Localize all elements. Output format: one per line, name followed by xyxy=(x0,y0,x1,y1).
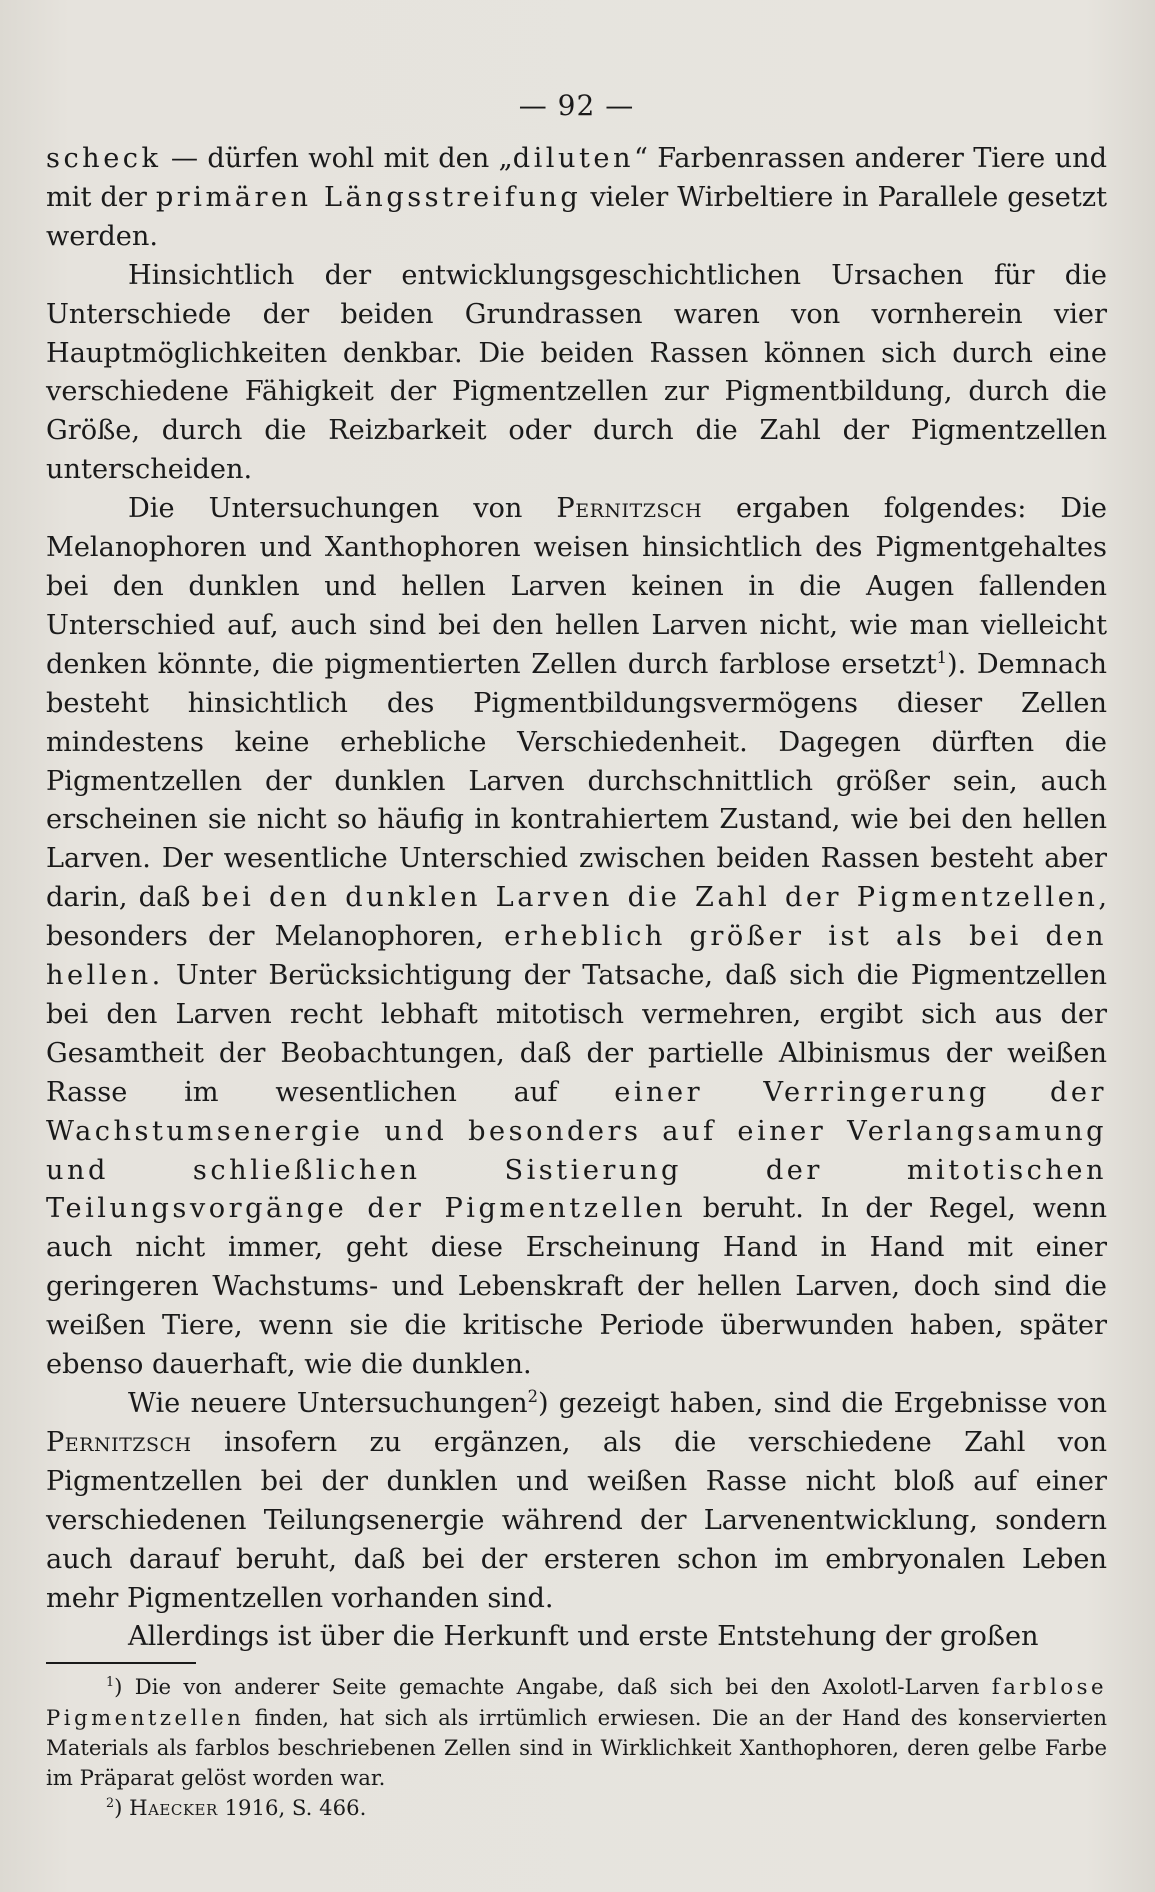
paragraph-4: Wie neuere Untersuchungen$^2$) gezeigt haben, sind die Ergebnisse von Pernitzsch insofern zu ergänzen, als die verschiedene Zahl von Pigmentzellen bei der dunklen und weißen Rasse nicht bloß auf einer verschiedenen Teilungsenergie während der Larvenentwicklung, sondern auch darauf beruht, daß bei der ersteren schon im embryonalen Leben mehr Pigmentzellen vorhanden sind. xyxy=(46,1386,1107,1614)
author-name: Haecker xyxy=(129,1795,218,1821)
footnote-ref-2[interactable]: 2 xyxy=(527,1386,538,1406)
footnote-ref-1[interactable]: 1 xyxy=(936,647,948,667)
paragraph-1: scheck — dürfen wohl mit den „diluten“ Farbenrassen anderer Tiere und mit der primären Längsstreifung vieler Wirbeltiere in Parallele gesetzt werden. xyxy=(46,143,1107,252)
footnote-2: $^2$) Haecker 1916, S. 466. xyxy=(106,1795,367,1821)
footnote-marker: 1 xyxy=(106,1674,115,1690)
main-text xyxy=(46,140,1107,1657)
footnote-1: $^1$) Die von anderer Seite gemachte Angabe, daß sich bei den Axolotl-Larven farblose Pigmentzellen finden, hat sich als irrtümlich erwiesen. Die an der Hand des konservierten Materials als farblos beschriebenen Zellen sind in Wirklichkeit Xanthophoren, deren gelbe Farbe im Präparat gelöst worden war. xyxy=(46,1674,1107,1790)
paragraph-3: Die Untersuchungen von Pernitzsch ergaben folgendes: Die Melanophoren und Xanthophoren weisen hinsichtlich des Pigmentgehaltes bei den dunklen und hellen Larven keinen in die Augen fallenden Unterschied auf, auch sind bei den hellen Larven nicht, wie man vielleicht denken könnte, die pigmentierten Zellen durch farblose ersetzt$^1$). Demnach besteht hinsichtlich des Pigmentbildungsvermögens dieser Zellen mindestens keine erhebliche Verschiedenheit. Dagegen dürften die Pigmentzellen der dunklen Larven durchschnittlich größer sein, auch erscheinen sie nicht so häufig in kontrahiertem Zustand, wie bei den hellen Larven. Der wesentliche Unterschied zwischen beiden Rassen besteht aber darin, daß bei den dunklen Larven die Zahl der Pigmentzellen, besonders der Melanophoren, erheblich größer ist als bei den hellen. Unter Berücksichtigung der Tatsache, daß sich die Pigmentzellen bei den Larven recht lebhaft mitotisch vermehren, ergibt sich aus der Gesamtheit der Beobachtungen, daß der partielle Albinismus der weißen Rasse im wesentlichen auf einer Verringerung der Wachstumsenergie und besonders auf einer Verlangsamung und schließlichen Sistierung der mitotischen Teilungsvorgänge der Pigmentzellen beruht. In der Regel, wenn auch nicht immer, geht diese Erscheinung Hand in Hand mit einer geringeren Wachstums- und Lebenskraft der hellen Larven, doch sind die weißen Tiere, wenn sie die kritische Periode überwunden haben, später ebenso dauerhaft, wie die dunklen. xyxy=(46,493,1107,1381)
footnote-marker: 2 xyxy=(106,1795,115,1811)
author-name: Pernitzsch xyxy=(46,1426,192,1458)
paragraph-5: Allerdings ist über die Herkunft und erste Entstehung der großen xyxy=(128,1621,1039,1653)
paragraph-2: Hinsichtlich der entwicklungsgeschichtlichen Ursachen für die Unterschiede der beiden Grundrassen waren von vornherein vier Hauptmöglichkeiten denkbar. Die beiden Rassen können sich durch eine verschiedene Fähigkeit der Pigmentzellen zur Pigmentbildung, durch die Größe, durch die Reizbarkeit oder durch die Zahl der Pigmentzellen unterscheiden. xyxy=(46,259,1107,486)
author-name: Pernitzsch xyxy=(556,493,703,525)
footnotes xyxy=(46,1672,1107,1823)
page-number: — 92 — xyxy=(518,89,635,122)
footnote-divider xyxy=(46,1662,196,1664)
